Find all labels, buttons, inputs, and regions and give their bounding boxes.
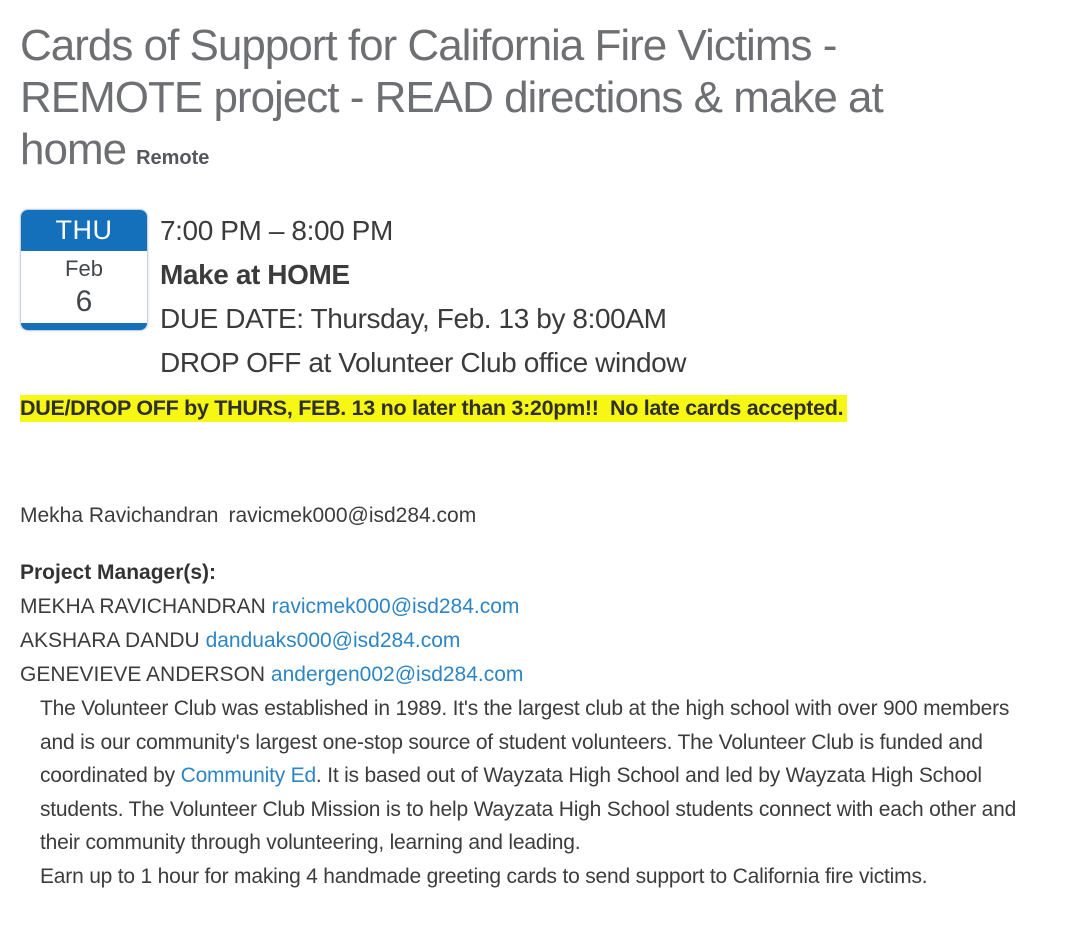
about-paragraph-1 — [40, 692, 1020, 860]
pm-row — [20, 624, 1030, 658]
event-summary-row — [20, 209, 1030, 385]
deadline-notice: DUE/DROP OFF by THURS, FEB. 13 no later than 3:20pm!! No late cards accepted. — [20, 395, 847, 422]
page-title-text: Cards of Support for California Fire Victims - REMOTE project - READ directions & make at home — [20, 21, 883, 174]
pm-name: AKSHARA DANDU — [20, 629, 200, 652]
pm-row — [20, 590, 1030, 624]
calendar-weekday: THU — [21, 210, 147, 251]
contact-email: ravicmek000@isd284.com — [228, 504, 477, 527]
about-paragraph-2: Earn up to 1 hour for making 4 handmade greeting cards to send support to California fire victims. — [40, 864, 928, 888]
event-location: Make at HOME — [160, 259, 350, 290]
event-details — [160, 209, 686, 385]
pm-row — [20, 658, 1030, 692]
calendar-body — [21, 251, 147, 323]
project-managers-heading: Project Manager(s): — [20, 561, 217, 584]
about-text-before-link: The Volunteer Club was established in 1989. It's the largest club at the high school with over 900 members and is our community's largest one-stop source of student volunteers. The Volunteer Club is funded and coordinated by — [40, 697, 1010, 787]
pm-name: GENEVIEVE ANDERSON — [20, 663, 266, 686]
contact-name: Mekha Ravichandran — [20, 504, 219, 527]
pm-email-link[interactable]: andergen002@isd284.com — [270, 663, 524, 686]
community-ed-link[interactable]: Community Ed — [180, 764, 316, 787]
calendar-day: 6 — [75, 285, 93, 318]
pm-name: MEKHA RAVICHANDRAN — [20, 595, 266, 618]
calendar-date — [20, 209, 148, 331]
event-due-date: DUE DATE: Thursday, Feb. 13 by 8:00AM — [160, 303, 667, 334]
page-title — [20, 20, 1020, 184]
pm-email-link[interactable]: danduaks000@isd284.com — [205, 629, 461, 652]
calendar-month: Feb — [65, 256, 103, 281]
event-time-range: 7:00 PM – 8:00 PM — [160, 215, 393, 246]
about-text-after-link: . It is based out of Wayzata High School and led by Wayzata High School students. The Volunteer Club Mission is to help Wayzata High School students connect with each other and their community through volunteering, learning and leading. — [40, 764, 1017, 854]
remote-badge: Remote — [136, 147, 210, 169]
event-drop-off: DROP OFF at Volunteer Club office window — [160, 347, 687, 378]
contact-line — [20, 502, 1030, 529]
calendar-footer-bar — [21, 323, 147, 330]
about-section — [40, 692, 1020, 893]
pm-email-link[interactable]: ravicmek000@isd284.com — [271, 595, 520, 618]
